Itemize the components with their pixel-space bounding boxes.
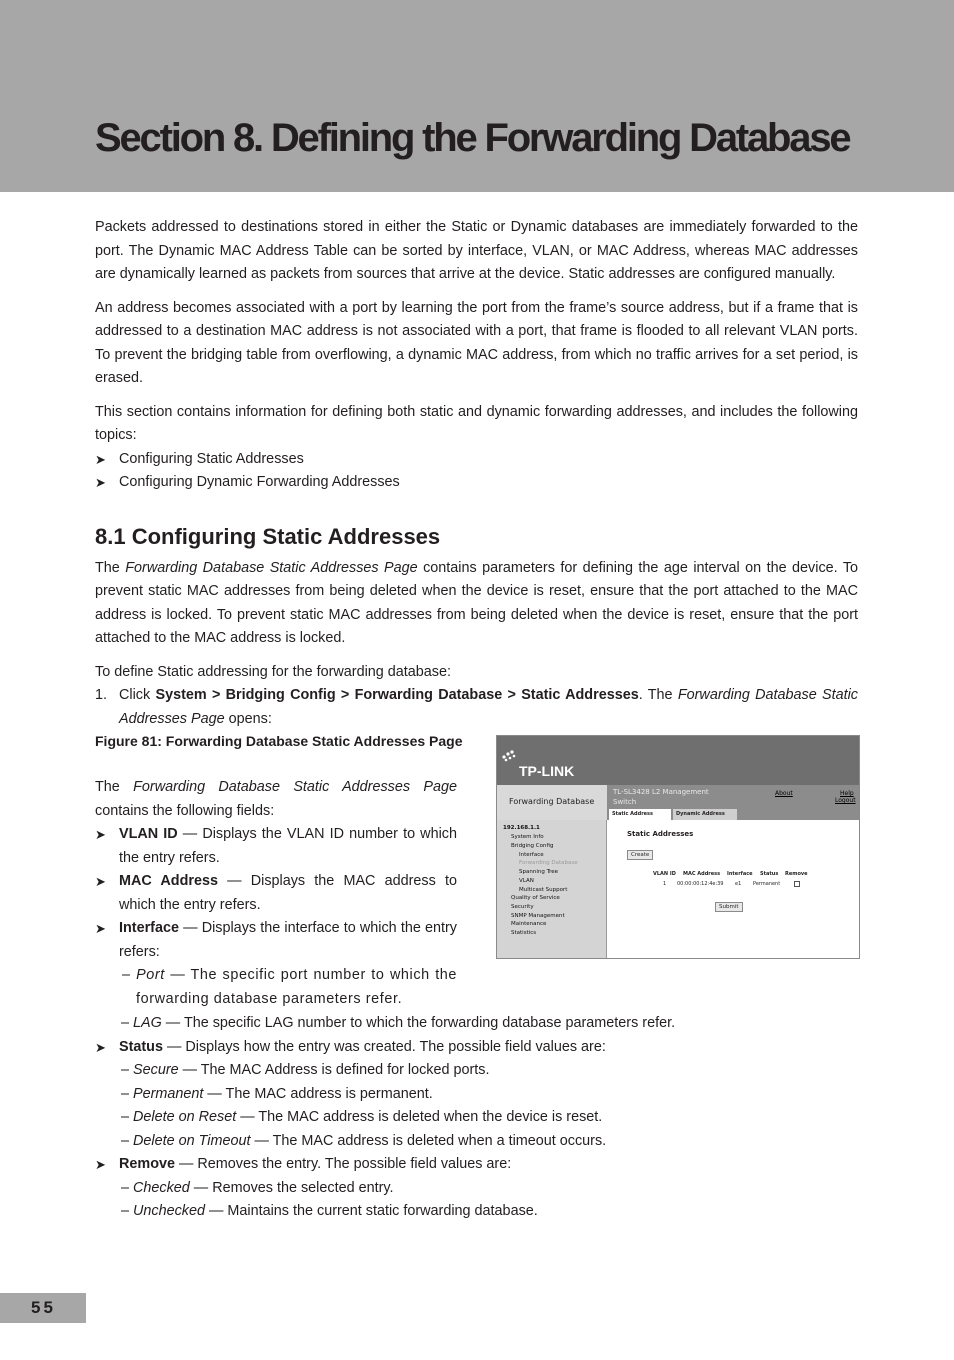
about-link[interactable]: About [775, 790, 793, 797]
section-paragraph: To define Static addressing for the forwarding database: [95, 663, 451, 680]
column-header: VLAN ID [653, 871, 676, 877]
tree-item[interactable]: Maintenance [511, 921, 547, 927]
screenshot-header [497, 736, 859, 785]
intro-paragraph: This section contains information for defining both static and dynamic forwarding addresses, and includes the following topics: [95, 403, 858, 443]
column-header: Interface [727, 871, 753, 877]
intro-paragraph: An address becomes associated with a port by learning the port from the frame’s source address, but if a frame that is addressed to a destination MAC address is not associated with a port, that frame is flooded to all relevant VLAN ports. To prevent the bridging table from overflowing, a dynamic MAC address, from which no traffic arrives for a set period, is erased. [95, 299, 858, 386]
header-band [0, 0, 954, 192]
field-value-port: – Port — The specific port number to which the forwarding database parameters refer. [122, 967, 457, 1007]
field-remove: ➤ Remove — Removes the entry. The possible field values are: [95, 1153, 858, 1177]
figure-screenshot [496, 735, 860, 959]
screenshot-content [607, 820, 859, 958]
help-link[interactable]: Help [840, 790, 854, 797]
arrow-bullet-icon: ➤ [95, 827, 106, 842]
tree-item[interactable]: Statistics [511, 930, 537, 936]
nav-tree [497, 820, 607, 958]
field-mac-address: ➤ MAC Address — Displays the MAC address to which the entry refers. [95, 870, 457, 917]
content-title: Static Addresses [627, 830, 694, 838]
tree-item[interactable]: VLAN [519, 878, 534, 884]
field-descriptions [95, 776, 457, 1011]
section-paragraph: The Forwarding Database Static Addresses Page contains parameters for defining the age interval on the device. To prevent static MAC addresses from being deleted when the device is reset, ensure that the port attached to the MAC address is locked. To prevent static MAC addresses from being deleted when the device is reset, ensure that the port attached to the MAC address is locked. [95, 559, 859, 646]
arrow-bullet-icon: ➤ [95, 475, 106, 490]
list-item: ➤ Configuring Static Addresses [95, 448, 858, 472]
field-interface: ➤ Interface — Displays the interface to which the entry refers: [95, 917, 457, 964]
switch-title: TL-SL3428 L2 Management Switch [613, 788, 709, 806]
field-value-delete-on-timeout: – Delete on Timeout — The MAC address is deleted when a timeout occurs. [121, 1132, 607, 1149]
list-item: ➤ Configuring Dynamic Forwarding Addresses [95, 471, 858, 495]
tab-static-address[interactable]: Static Address [609, 809, 671, 820]
intro-paragraph: Packets addressed to destinations stored in either the Static or Dynamic databases are immediately forwarded to the port. The Dynamic MAC Address Table can be sorted by interface, VLAN, or MAC Address, whereas MAC addresses are dynamically learned as packets from sources that arrive at the device. Static addresses are configured manually. [95, 219, 858, 282]
submit-button[interactable]: Submit [715, 902, 743, 912]
remove-checkbox[interactable] [794, 881, 800, 887]
field-vlan-id: ➤ VLAN ID — Displays the VLAN ID number to which the entry refers. [95, 823, 457, 870]
field-value-secure: – Secure — The MAC Address is defined for locked ports. [121, 1062, 490, 1078]
topic-list [95, 448, 858, 495]
table-cell: 00:00:00:12:4e:39 [677, 881, 724, 887]
column-header: Remove [785, 871, 808, 877]
table-cell: e1 [735, 881, 742, 887]
figure-caption: Figure 81: Forwarding Database Static Addresses Page [95, 733, 463, 749]
tree-item[interactable]: Quality of Service [511, 895, 560, 901]
arrow-bullet-icon: ➤ [95, 874, 106, 889]
column-header: MAC Address [683, 871, 721, 877]
tree-item[interactable]: Bridging Config [511, 843, 554, 849]
step-item: 1. Click System > Bridging Config > Forwarding Database > Static Addresses. The Forwarding Database Static Addresses Page opens: [95, 687, 858, 727]
arrow-bullet-icon: ➤ [95, 1039, 106, 1055]
table-cell: 1 [663, 881, 667, 887]
table-cell: Permanent [753, 881, 781, 887]
logo-text: TP-LINK [519, 763, 575, 779]
screenshot-nav-title: Forwarding Database [497, 785, 607, 820]
section-heading: 8.1 Configuring Static Addresses [95, 523, 441, 549]
intro-body [95, 216, 858, 731]
logout-link[interactable]: Logout [835, 797, 856, 804]
tree-item[interactable]: Multicast Support [519, 887, 568, 893]
tree-root[interactable]: 192.168.1.1 [503, 825, 540, 831]
arrow-bullet-icon: ➤ [95, 1157, 106, 1172]
tree-item[interactable]: SNMP Management [511, 913, 565, 919]
tree-item[interactable]: Security [511, 904, 534, 910]
column-header: Status [760, 871, 779, 877]
field-value-delete-on-reset: – Delete on Reset — The MAC address is deleted when the device is reset. [121, 1109, 603, 1125]
field-status: ➤ Status — Displays how the entry was created. The possible field values are: [95, 1036, 858, 1060]
field-descriptions-lower [95, 1012, 858, 1224]
fields-intro: The Forwarding Database Static Addresses Page contains the following fields: [95, 779, 457, 819]
field-value-unchecked: – Unchecked — Maintains the current static forwarding database. [121, 1203, 538, 1219]
tree-item[interactable]: Interface [519, 852, 544, 858]
tree-item[interactable]: System Info [511, 834, 544, 840]
arrow-bullet-icon: ➤ [95, 451, 106, 467]
tree-item[interactable]: Spanning Tree [519, 869, 559, 875]
arrow-bullet-icon: ➤ [95, 921, 106, 936]
create-button[interactable]: Create [627, 850, 653, 860]
tab-dynamic-address[interactable]: Dynamic Address [673, 809, 737, 820]
page-number: 55 [31, 1298, 56, 1317]
tree-item-selected[interactable]: Forwarding Database [519, 860, 578, 866]
page-title: Section 8. Defining the Forwarding Database [95, 116, 850, 160]
field-value-checked: – Checked — Removes the selected entry. [121, 1179, 394, 1196]
screenshot-title-bar [607, 785, 859, 820]
field-value-permanent: – Permanent — The MAC address is permanent. [121, 1085, 433, 1102]
tp-link-logo-icon [501, 748, 517, 764]
field-value-lag: – LAG — The specific LAG number to which the forwarding database parameters refer. [121, 1015, 676, 1031]
